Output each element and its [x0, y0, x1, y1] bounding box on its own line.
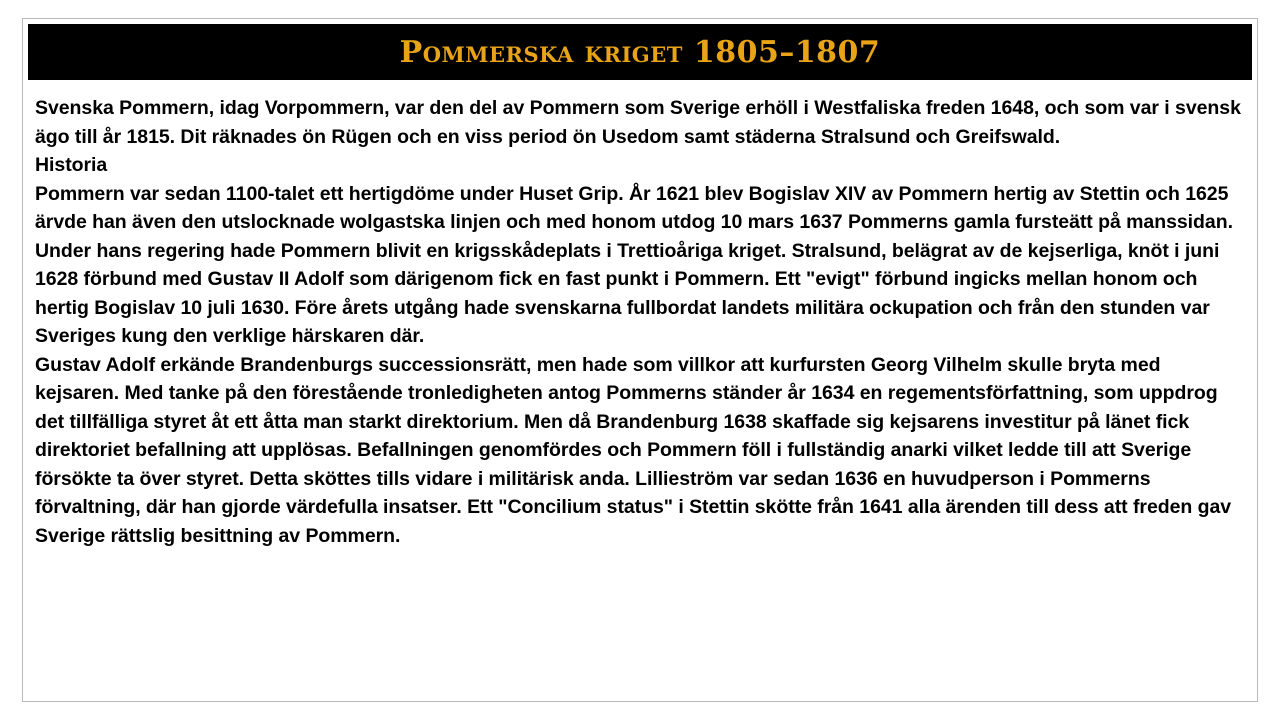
paragraph-intro: Svenska Pommern, idag Vorpommern, var den del av Pommern som Sverige erhöll i Westfaliska freden 1648, och som var i svensk ägo till år 1815. Dit räknades ön Rügen och en viss period ön Usedom samt städerna Stralsund och Greifswald. — [35, 97, 1241, 148]
paragraph-historia-2: Gustav Adolf erkände Brandenburgs successionsrätt, men hade som villkor att kurfursten Georg Vilhelm skulle bryta med kejsaren. Med tanke på den förestående tronledigheten antog Pommerns ständer år 1634 en regementsförfattning, som uppdrog det tillfälliga styret åt ett åtta man starkt direktorium. Men då Brandenburg 1638 skaffade sig kejsarens investitur på länet fick direktoriet befallning att upplösas. Befallningen genomfördes och Pommern föll i fullständig anarki vilket ledde till att Sverige försökte ta över styret. Detta sköttes tills vidare i militärisk anda. Lillieström var sedan 1636 en huvudperson i Pommerns förvaltning, där han gjorde värdefulla insatser. Ett "Concilium status" i Stettin skötte från 1641 alla ärenden till dess att freden gav Sverige rättslig besittning av Pommern. — [35, 353, 1232, 547]
paragraph-historia-1: Pommern var sedan 1100-talet ett hertigdöme under Huset Grip. År 1621 blev Bogislav XIV av Pommern hertig av Stettin och 1625 ärvde han även den utslocknade wolgastska linjen och med honom utdog 10 mars 1637 Pommerns gamla fursteätt på manssidan. Under hans regering hade Pommern blivit en krigsskådeplats i Trettioåriga kriget. Stralsund, belägrat av de kejserliga, knöt i juni 1628 förbund med Gustav II Adolf som därigenom fick en fast punkt i Pommern. Ett "evigt" förbund ingicks mellan honom och hertig Bogislav 10 juli 1630. Före årets utgång hade svenskarna fullbordat landets militära ockupation och från den stunden var Sveriges kung den verklige härskaren där. — [35, 182, 1233, 347]
title-bar — [28, 24, 1252, 80]
slide-frame — [22, 18, 1258, 702]
page-title: Pommerska kriget 1805–1807 — [399, 34, 881, 70]
paragraph-heading-historia: Historia — [35, 154, 108, 176]
body-text-block — [23, 80, 1257, 701]
